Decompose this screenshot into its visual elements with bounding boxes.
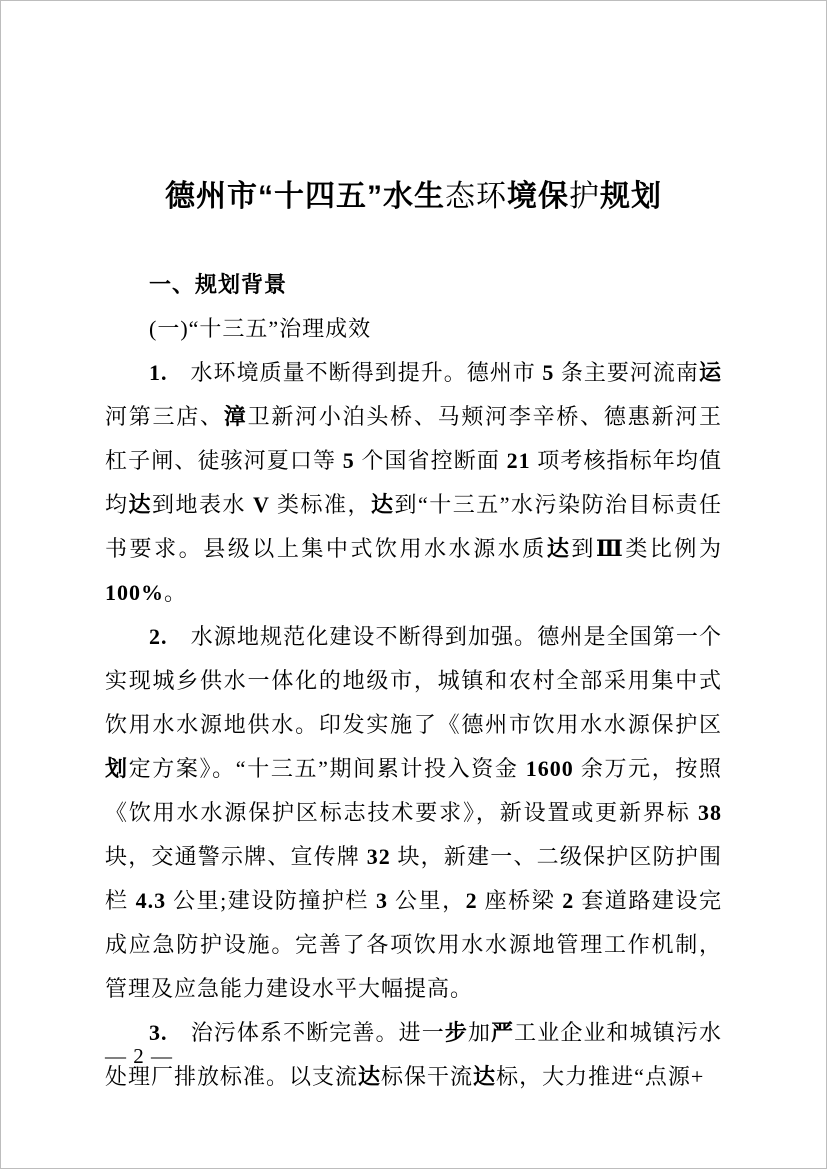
text-run: 余万元，按照《饮用水水源保护区标志技术要求》，新设置或更新界标 (105, 756, 722, 825)
bold-text-run: 3. (149, 1020, 168, 1045)
bold-text-run: 达 (358, 1064, 382, 1089)
text-run: 个国省控断面 (354, 448, 507, 473)
bold-text-run: 境保 (507, 180, 569, 213)
bold-text-run: 划 (105, 756, 129, 781)
bold-text-run: 步 (444, 1020, 468, 1045)
bold-text-run: 达 (473, 1064, 497, 1089)
bold-text-run: 1. (149, 360, 168, 385)
text-run: 护 (569, 180, 600, 213)
text-run: 治污体系不断完善。进一 (167, 1020, 445, 1045)
bold-text-run: 32 (366, 844, 391, 869)
text-run: 水源地规范化建设不断得到加强。德州是全国第一个实现城乡供水一体化的地级市，城镇和农村全部采用集中式饮用水水源地供水。印发实施了《德州市饮用水水源保护区 (105, 624, 722, 737)
bold-text-run: 运 (698, 360, 722, 385)
document-title (105, 177, 722, 217)
bold-text-run: 21 (506, 448, 531, 473)
paragraph (105, 351, 722, 615)
text-run: 座桥梁 (477, 888, 563, 913)
text-run: 到地表水 (152, 492, 254, 517)
text-run: 条主要河流南 (554, 360, 699, 385)
bold-text-run: V (253, 492, 270, 517)
paragraph (105, 1011, 722, 1099)
text-run: 定方案》。“十三五”期间累计投入资金 (128, 756, 526, 781)
page-number: — 2 — (105, 1044, 173, 1068)
body-paragraphs (105, 351, 722, 1099)
bold-text-run: 达 (128, 492, 153, 517)
bold-text-run: 2 (465, 888, 478, 913)
text-run: 加 (467, 1020, 492, 1045)
bold-text-run: 5 (542, 360, 555, 385)
bold-text-run: 5 (342, 448, 355, 473)
text-run: 卫新河小泊头桥、马颊河李辛桥、德惠新河王杠子闸、徒骇河夏口等 (105, 404, 722, 473)
section-heading: 一、规划背景 (149, 272, 288, 297)
bold-text-run: 3 (376, 888, 388, 913)
text-run: 工业企业和城镇污水处理厂排放标准。以支流 (105, 1020, 722, 1089)
bold-text-run: 38 (698, 800, 722, 825)
subsection-heading: (一)“十三五”治理成效 (149, 316, 372, 341)
text-run: 标保干流 (381, 1064, 474, 1089)
bold-text-run: 1600 (525, 756, 574, 781)
text-run: 到 (571, 536, 596, 561)
bold-text-run: Ⅲ (595, 536, 626, 561)
bold-text-run: 达 (546, 536, 572, 561)
text-run: 公里， (388, 888, 466, 913)
text-run: 公里;建设防撞护栏 (166, 888, 376, 913)
text-run: 块，新建一、二级保护区防护围栏 (105, 844, 722, 913)
text-run: 套道路建设完成应急防护设施。完善了各项饮用水水源地管理工作机制，管理及应急能力建设水平大幅提高。 (105, 888, 722, 1001)
text-run: 类标准， (269, 492, 371, 517)
text-run: 态环 (445, 180, 507, 213)
text-run: 河第三店、 (105, 404, 224, 429)
text-run: 项考核指标年均值均 (105, 448, 722, 517)
bold-text-run: 达 (370, 492, 395, 517)
text-run: 到“十三五”水污染防治目标责任书要求。县级以上集中式饮用水水源水质 (105, 492, 722, 561)
bold-text-run: 严 (491, 1020, 515, 1045)
bold-text-run: 漳 (223, 404, 248, 429)
document-content (1, 1, 826, 1099)
text-run: 块，交通警示牌、宣传牌 (105, 844, 367, 869)
text-run: 。 (164, 580, 188, 605)
paragraph (105, 615, 722, 1011)
text-run: 水环境质量不断得到提升。德州市 (167, 360, 543, 385)
bold-text-run: 4.3 (135, 888, 167, 913)
bold-text-run: 德州市“十四五”水生 (165, 180, 445, 213)
bold-text-run: 2 (562, 888, 575, 913)
bold-text-run: 2. (149, 624, 168, 649)
bold-text-run: 规划 (600, 180, 662, 213)
text-run: 类比例为 (625, 536, 722, 561)
bold-text-run: 100% (105, 580, 164, 605)
text-run: 标，大力推进“点源+ (496, 1064, 705, 1089)
